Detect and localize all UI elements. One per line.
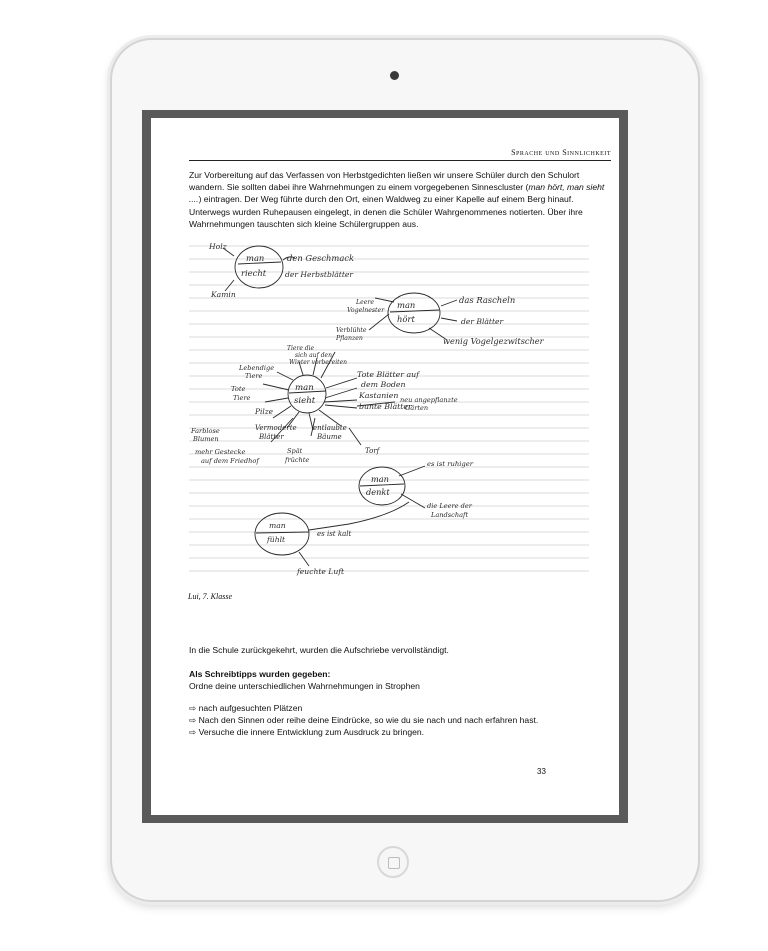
word-sich-auf-den: sich auf den: [295, 352, 332, 359]
after-paragraph: [189, 644, 609, 656]
tips-subheading: Ordne deine unterschiedlichen Wahrnehmungen in Strophen: [189, 681, 420, 692]
word-verbluehte: Verblühte: [336, 327, 367, 334]
word-denkt: denkt: [366, 487, 390, 497]
word-vogelnester: Vogelnester: [347, 307, 385, 314]
intro-text-second: Unterwegs wurden Ruhepausen eingelegt, in denen die Schüler Wahrgenommenes notierten. Über ihre Wahrnehmungen tauschten sich kleine Schülergruppen aus.: [189, 206, 583, 229]
word-man-5: man: [269, 521, 286, 530]
word-tiere-die: Tiere die: [287, 345, 315, 352]
word-kastanien: Kastanien: [359, 391, 399, 400]
word-landschaft: Landschaft: [431, 511, 469, 519]
tips-heading: Als Schreibtipps wurden gegeben:: [189, 669, 331, 679]
word-rascheln: das Rascheln: [459, 295, 516, 305]
page-number: 33: [537, 767, 546, 776]
after-text: In die Schule zurückgekehrt, wurden die Aufschriebe vervollständigt.: [189, 645, 449, 655]
word-friedhof: auf dem Friedhof: [201, 457, 259, 465]
word-man-4: man: [371, 474, 389, 484]
figure-caption: Lui, 7. Klasse: [188, 592, 233, 601]
tip-item: ⇨ Versuche die innere Entwicklung zum Ausdruck zu bringen.: [189, 727, 425, 738]
word-geschmack: den Geschmack: [287, 253, 355, 263]
word-lebendige: Lebendige: [239, 364, 275, 372]
word-fruechte: früchte: [285, 456, 310, 464]
word-vermoderte: Vermoderte: [255, 424, 297, 432]
tips-list: [189, 702, 609, 739]
word-der-blaetter: der Blätter: [461, 317, 504, 326]
word-tote: Tote: [231, 385, 246, 393]
word-man-2: man: [397, 300, 416, 310]
word-sieht: sieht: [294, 396, 316, 406]
word-man-1: man: [246, 253, 265, 263]
word-tote-blaetter: Tote Blätter auf: [357, 370, 420, 379]
word-bunte-blaetter: bunte Blätter: [359, 402, 412, 411]
word-baeume: Bäume: [317, 433, 342, 441]
front-camera: [390, 71, 399, 80]
running-head: [189, 148, 611, 161]
intro-text-end: ) eintragen. Der Weg führte durch den Ort, einen Waldweg zu einer Kapelle auf einem Berg hinauf.: [198, 194, 574, 205]
word-farblose: Farblose: [191, 427, 220, 435]
word-blaetter-3: Blätter: [259, 433, 284, 441]
word-man-3: man: [295, 383, 314, 393]
word-feuchte-luft: feuchte Luft: [297, 567, 345, 576]
word-dem-boden: dem Boden: [361, 380, 406, 389]
intro-text-italic: man hört, man sieht ....: [189, 182, 605, 205]
word-winter-vorbereiten: Winter vorbereiten: [289, 359, 348, 366]
word-leere-der: die Leere der: [427, 502, 472, 510]
running-head-title: Sprache und Sinnlichkeit: [511, 148, 611, 157]
word-herbstblaetter: der Herbstblätter: [285, 270, 353, 279]
word-ruhiger: es ist ruhiger: [427, 460, 474, 468]
word-neu-angepflanzte: neu angepflanzte: [400, 396, 458, 404]
handwritten-mind-map: [189, 240, 589, 585]
tips-block: [189, 668, 609, 692]
word-entlaubte: entlaubte: [313, 424, 347, 432]
word-vogelgezwitscher: wenig Vogelgezwitscher: [443, 336, 544, 346]
word-riecht: riecht: [241, 268, 267, 278]
word-mehr-gestecke: mehr Gestecke: [195, 448, 246, 456]
word-spaet: Spät: [287, 447, 303, 455]
word-pilze: Pilze: [255, 407, 273, 416]
word-torf: Torf: [365, 447, 380, 455]
word-gaerten: Gärten: [405, 404, 429, 412]
word-holz: Holz: [209, 242, 227, 251]
tip-item: ⇨ nach aufgesuchten Plätzen: [189, 703, 303, 713]
word-hoert: hört: [397, 314, 415, 324]
word-leere: Leere: [356, 299, 375, 306]
tip-item: ⇨ Nach den Sinnen oder reihe deine Eindrücke, so wie du sie nach und nach erfahren hast.: [189, 715, 539, 726]
word-tiere-2: Tiere: [233, 394, 251, 402]
word-kalt: es ist kalt: [317, 530, 352, 538]
word-fuehlt: fühlt: [267, 535, 286, 544]
intro-paragraph: [189, 169, 609, 230]
word-blumen: Blumen: [193, 435, 219, 443]
word-tiere-1: Tiere: [245, 372, 263, 380]
word-pflanzen: Pflanzen: [336, 335, 363, 342]
word-kamin: Kamin: [211, 290, 236, 299]
home-button[interactable]: [377, 846, 409, 878]
intro-text-start: Zur Vorbereitung auf das Verfassen von Herbstgedichten ließen wir unsere Schüler durch den Schulort wandern. Sie sollten dabei ihre Wahrnehmungen zu einem vorgegebenen Sinnescluster (: [189, 170, 580, 193]
document-page: [151, 118, 619, 815]
